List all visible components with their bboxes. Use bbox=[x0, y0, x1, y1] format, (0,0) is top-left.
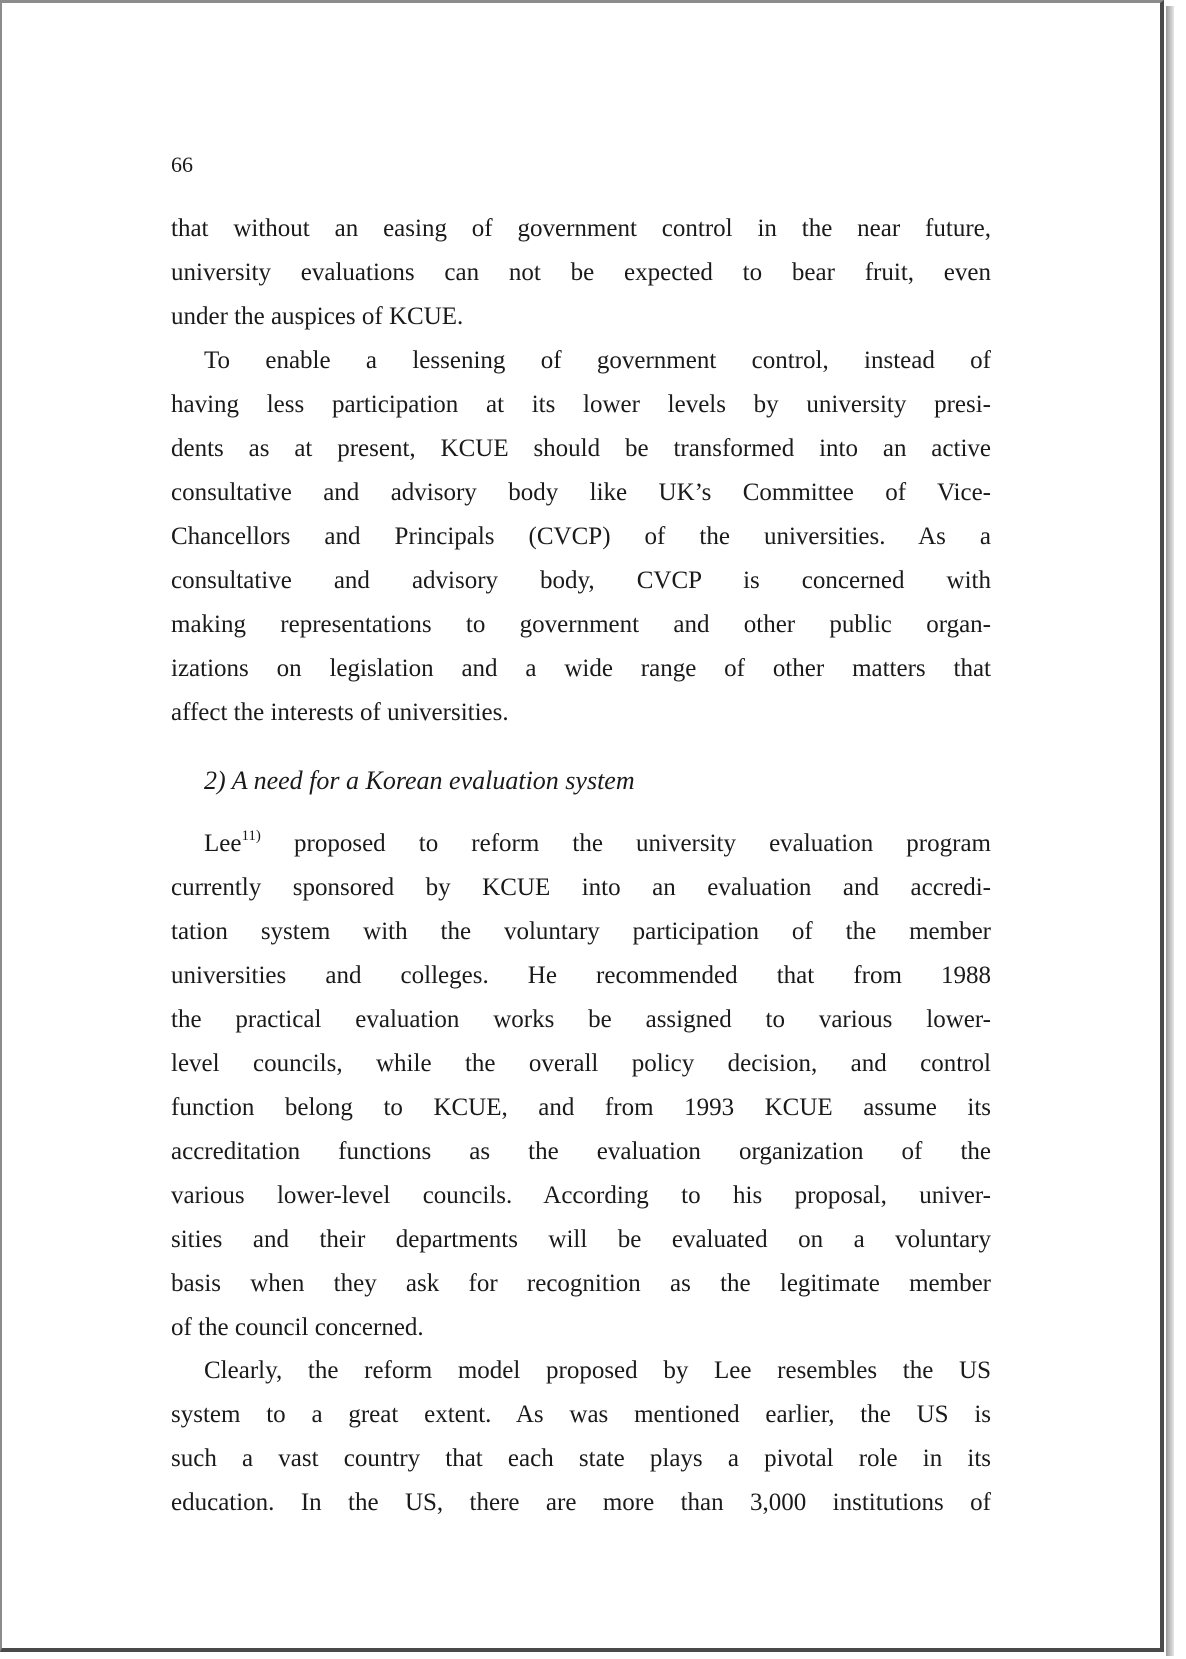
section-heading: 2) A need for a Korean evaluation system bbox=[204, 766, 635, 795]
text-line bbox=[171, 822, 991, 866]
text-line: university evaluations can not be expected to bear fruit, even bbox=[171, 259, 991, 286]
text-line: sities and their departments will be evaluated on a voluntary bbox=[171, 1226, 991, 1253]
footnote-reference: 11) bbox=[241, 828, 261, 844]
text-line: universities and colleges. He recommended that from 1988 bbox=[171, 962, 991, 989]
text-line: the practical evaluation works be assigned to various lower- bbox=[171, 1006, 991, 1033]
paragraph-1 bbox=[171, 207, 991, 339]
text-line: currently sponsored by KCUE into an evaluation and accredi- bbox=[171, 874, 991, 901]
text-line: consultative and advisory body like UK’s Committee of Vice- bbox=[171, 479, 991, 506]
paragraph-3 bbox=[171, 822, 991, 1350]
page-shadow bbox=[1166, 6, 1174, 1656]
page-number: 66 bbox=[171, 152, 193, 177]
text-line: having less participation at its lower levels by university presi- bbox=[171, 391, 991, 418]
author-name: Lee bbox=[204, 830, 242, 857]
text-line: affect the interests of universities. bbox=[171, 699, 509, 726]
text-line: making representations to government and other public organ- bbox=[171, 611, 991, 638]
text-line: various lower-level councils. According to his proposal, univer- bbox=[171, 1182, 991, 1209]
text-line: such a vast country that each state plays a pivotal role in its bbox=[171, 1445, 991, 1472]
text-line: of the council concerned. bbox=[171, 1314, 424, 1341]
text-line: Chancellors and Principals (CVCP) of the universities. As a bbox=[171, 523, 991, 550]
text-line: that without an easing of government control in the near future, bbox=[171, 215, 991, 242]
text-line: function belong to KCUE, and from 1993 KCUE assume its bbox=[171, 1094, 991, 1121]
text-line: education. In the US, there are more than 3,000 institutions of bbox=[171, 1489, 991, 1516]
text-line: system to a great extent. As was mentioned earlier, the US is bbox=[171, 1401, 991, 1428]
text-line-rest: proposed to reform the university evaluation program bbox=[260, 830, 991, 857]
text-line: accreditation functions as the evaluation organization of the bbox=[171, 1138, 991, 1165]
text-line: level councils, while the overall policy decision, and control bbox=[171, 1050, 991, 1077]
text-line: Clearly, the reform model proposed by Lee resembles the US bbox=[204, 1357, 991, 1384]
text-line: consultative and advisory body, CVCP is concerned with bbox=[171, 567, 991, 594]
text-line: To enable a lessening of government control, instead of bbox=[204, 347, 991, 374]
text-line: under the auspices of KCUE. bbox=[171, 303, 464, 330]
paragraph-4 bbox=[171, 1349, 991, 1525]
text-line: dents as at present, KCUE should be transformed into an active bbox=[171, 435, 991, 462]
text-line: tation system with the voluntary participation of the member bbox=[171, 918, 991, 945]
text-line: izations on legislation and a wide range of other matters that bbox=[171, 655, 991, 682]
text-line: basis when they ask for recognition as the legitimate member bbox=[171, 1270, 991, 1297]
paragraph-2 bbox=[171, 339, 991, 735]
